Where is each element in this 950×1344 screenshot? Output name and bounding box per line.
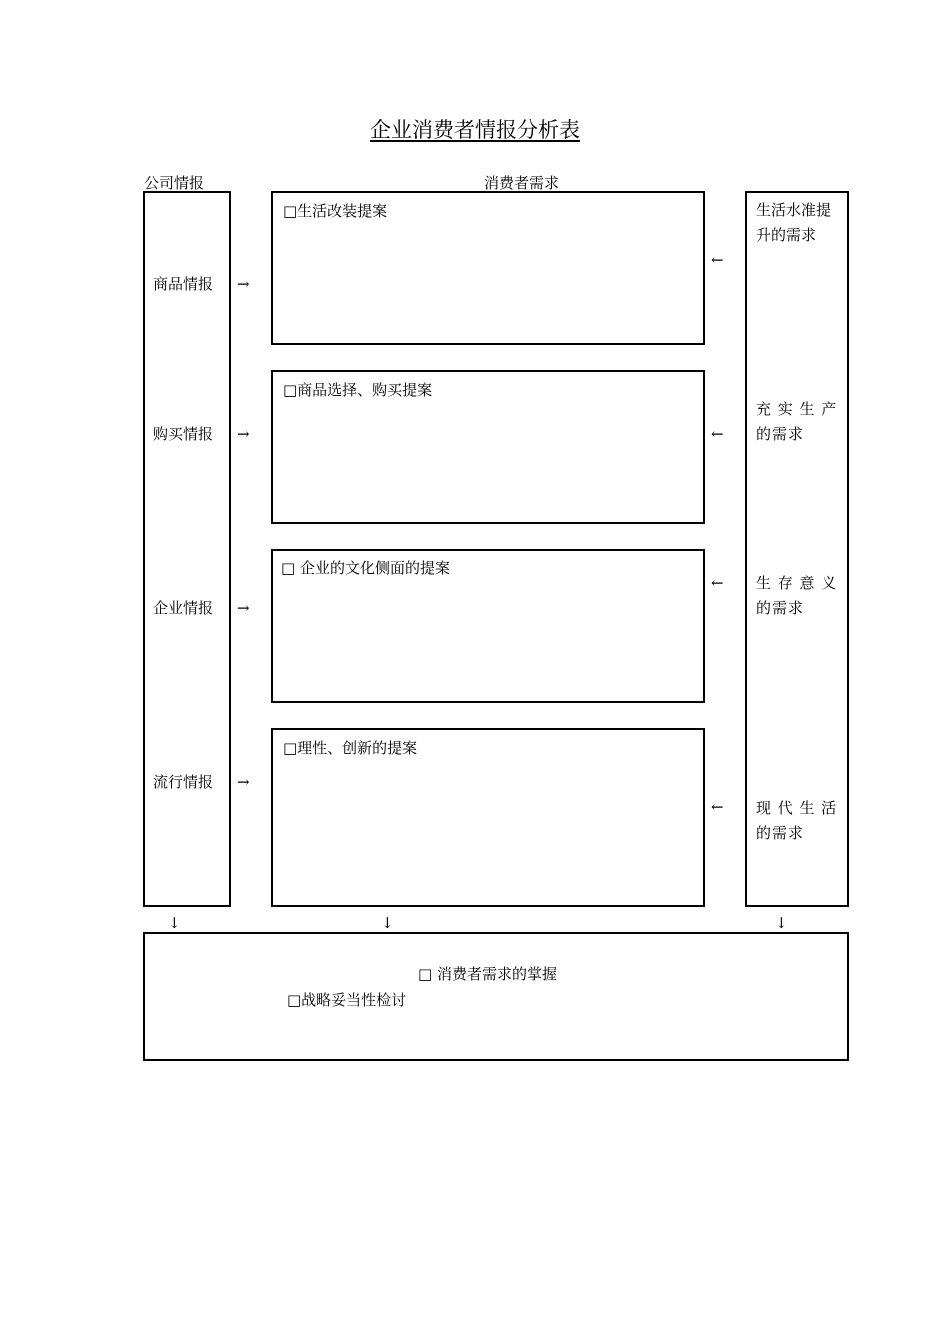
arrow-left-4: ← (711, 798, 724, 816)
arrow-right-2: → (237, 425, 250, 443)
arrow-down-3: ↓ (775, 914, 788, 932)
summary-line-strategy-review: □战略妥当性检讨 (287, 991, 407, 1009)
arrow-down-1: ↓ (168, 914, 181, 932)
company-info-column (143, 191, 231, 907)
right-item-modern-life: 现 代 生 活的需求 (756, 799, 838, 842)
arrow-left-1: ← (711, 251, 724, 269)
arrow-left-2: ← (711, 425, 724, 443)
arrow-right-4: → (237, 773, 250, 791)
header-consumer-needs: 消费者需求 (484, 174, 560, 192)
arrow-right-1: → (237, 275, 250, 293)
proposal-box-3 (271, 549, 705, 703)
summary-box (143, 932, 849, 1061)
left-item-product-info: 商品情报 (153, 275, 214, 293)
proposal-box-4 (271, 728, 705, 907)
proposal-text-3: □ 企业的文化侧面的提案 (281, 559, 450, 577)
arrow-left-3: ← (711, 574, 724, 592)
left-item-enterprise-info: 企业情报 (153, 599, 214, 617)
proposal-text-2: □商品选择、购买提案 (283, 381, 433, 399)
arrow-right-3: → (237, 599, 250, 617)
left-item-trend-info: 流行情报 (153, 773, 214, 791)
right-item-life-meaning: 生 存 意 义的需求 (756, 574, 838, 617)
proposal-text-1: □生活改装提案 (283, 202, 388, 220)
summary-line-needs-grasp: □ 消费者需求的掌握 (418, 965, 557, 983)
proposal-text-4: □理性、创新的提案 (283, 739, 418, 757)
header-company-info: 公司情报 (144, 174, 205, 192)
proposal-box-2 (271, 370, 705, 524)
right-item-enrich-production: 充 实 生 产的需求 (756, 400, 838, 443)
page-title (0, 116, 950, 144)
proposal-box-1 (271, 191, 705, 345)
left-item-purchase-info: 购买情报 (153, 425, 214, 443)
right-item-living-standard: 生活水准提升的需求 (756, 201, 832, 244)
arrow-down-2: ↓ (381, 914, 394, 932)
title-text: 企业消费者情报分析表 (370, 118, 580, 142)
